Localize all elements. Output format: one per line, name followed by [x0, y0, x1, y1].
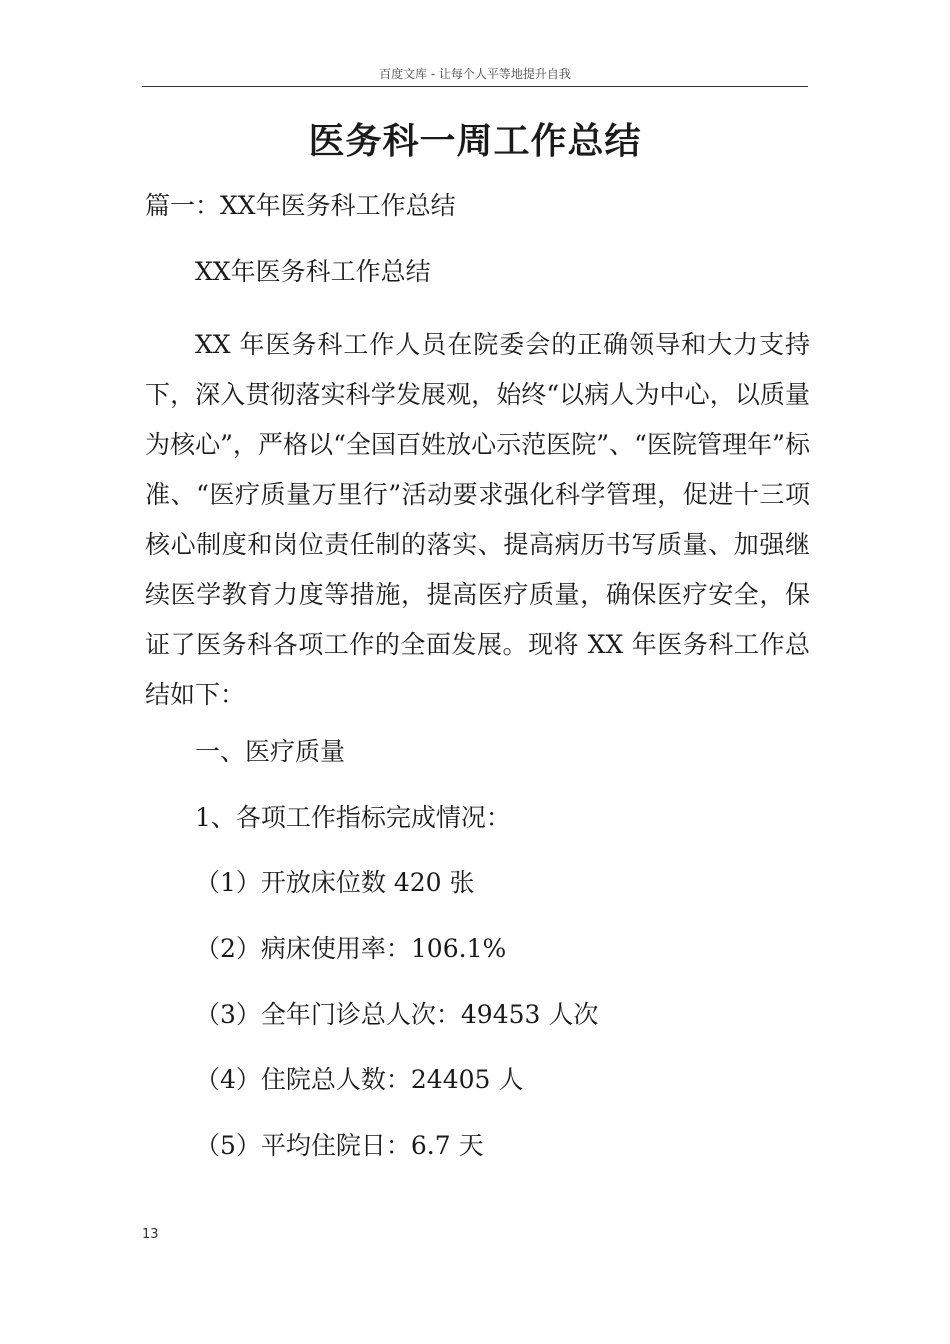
document-title: 医务科一周工作总结 — [308, 120, 642, 162]
list-item: （2）病床使用率：106.1% — [195, 934, 507, 963]
list-item: （5）平均住院日：6.7 天 — [195, 1131, 484, 1160]
page-header: 百度文库 - 让每个人平等地提升自我 — [379, 67, 571, 81]
subtitle: XX年医务科工作总结 — [195, 257, 431, 286]
list-item: （1）开放床位数 420 张 — [195, 868, 475, 897]
section-heading: 一、医疗质量 — [195, 737, 346, 766]
page-number: 13 — [142, 1227, 159, 1242]
body-paragraph: XX 年医务科工作人员在院委会的正确领导和大力支持下，深入贯彻落实科学发展观，始终“以病人为中心，以质量为核心”，严格以“全国百姓放心示范医院”、“医院管理年”标准、“医疗质量万里行”活动要求强化科学管理，促进十三项核心制度和岗位责任制的落实、提高病历书写质量、加强继续医学教育力度等措施，提高医疗质量，确保医疗安全，保证了医务科各项工作的全面发展。现将 XX 年医务科工作总结如下： — [145, 330, 810, 709]
header-divider — [142, 86, 808, 87]
list-item: （3）全年门诊总人次：49453 人次 — [195, 1000, 599, 1029]
subsection-heading: 1、各项工作指标完成情况： — [195, 803, 511, 832]
list-item: （4）住院总人数：24405 人 — [195, 1065, 524, 1094]
chapter-heading: 篇一：XX年医务科工作总结 — [145, 191, 456, 220]
